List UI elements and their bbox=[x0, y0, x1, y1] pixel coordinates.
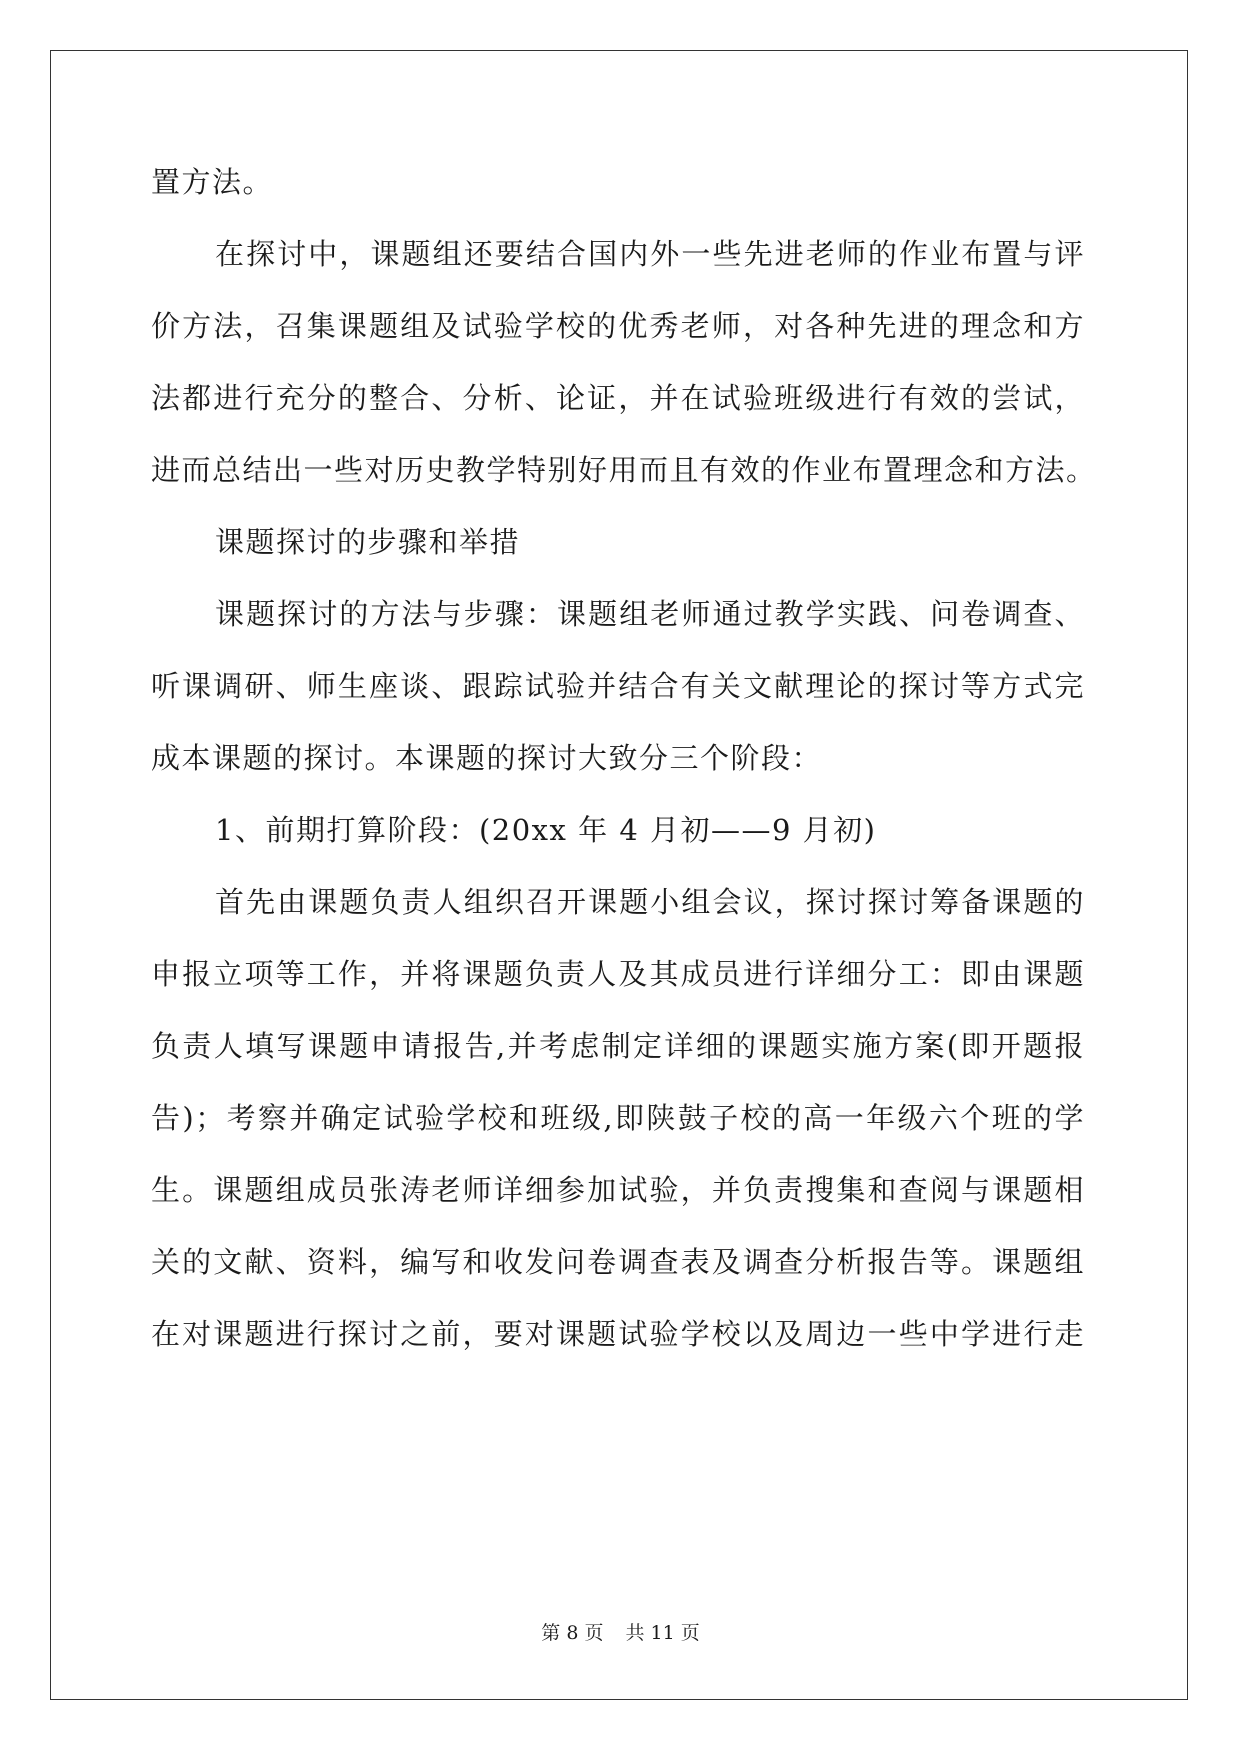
text-line: 听课调研、师生座谈、跟踪试验并结合有关文献理论的探讨等方式完 bbox=[151, 669, 1085, 703]
page-total: 共 11 页 bbox=[625, 1622, 700, 1644]
text-line: 价方法，召集课题组及试验学校的优秀老师，对各种先进的理念和方 bbox=[151, 309, 1085, 343]
page-border bbox=[50, 50, 1188, 1700]
paragraph-first-line: 课题探讨的方法与步骤：课题组老师通过教学实践、问卷调查、 bbox=[215, 597, 1085, 631]
text-line: 成本课题的探讨。本课题的探讨大致分三个阶段： bbox=[151, 741, 823, 775]
text-line: 法都进行充分的整合、分析、论证，并在试验班级进行有效的尝试， bbox=[151, 381, 1085, 415]
text-line: 负责人填写课题申请报告,并考虑制定详细的课题实施方案(即开题报 bbox=[151, 1029, 1085, 1063]
text-line: 申报立项等工作，并将课题负责人及其成员进行详细分工：即由课题 bbox=[151, 957, 1085, 991]
page-footer bbox=[0, 1620, 1241, 1646]
text-line: 进而总结出一些对历史教学特别好用而且有效的作业布置理念和方法。 bbox=[151, 453, 1097, 487]
text-line: 告)；考察并确定试验学校和班级,即陕鼓子校的高一年级六个班的学 bbox=[151, 1101, 1085, 1135]
paragraph-first-line: 在探讨中，课题组还要结合国内外一些先进老师的作业布置与评 bbox=[215, 237, 1085, 271]
paragraph-first-line: 首先由课题负责人组织召开课题小组会议，探讨探讨筹备课题的 bbox=[215, 885, 1085, 919]
text-line: 置方法。 bbox=[151, 165, 274, 199]
stage-heading: 1、前期打算阶段：(20xx 年 4 月初——9 月初) bbox=[215, 813, 877, 847]
section-heading: 课题探讨的步骤和举措 bbox=[215, 525, 521, 559]
text-line: 生。课题组成员张涛老师详细参加试验，并负责搜集和查阅与课题相 bbox=[151, 1173, 1085, 1207]
page-number: 第 8 页 bbox=[541, 1622, 604, 1644]
text-line: 关的文献、资料，编写和收发问卷调查表及调查分析报告等。课题组 bbox=[151, 1245, 1085, 1279]
text-line: 在对课题进行探讨之前，要对课题试验学校以及周边一些中学进行走 bbox=[151, 1317, 1085, 1351]
